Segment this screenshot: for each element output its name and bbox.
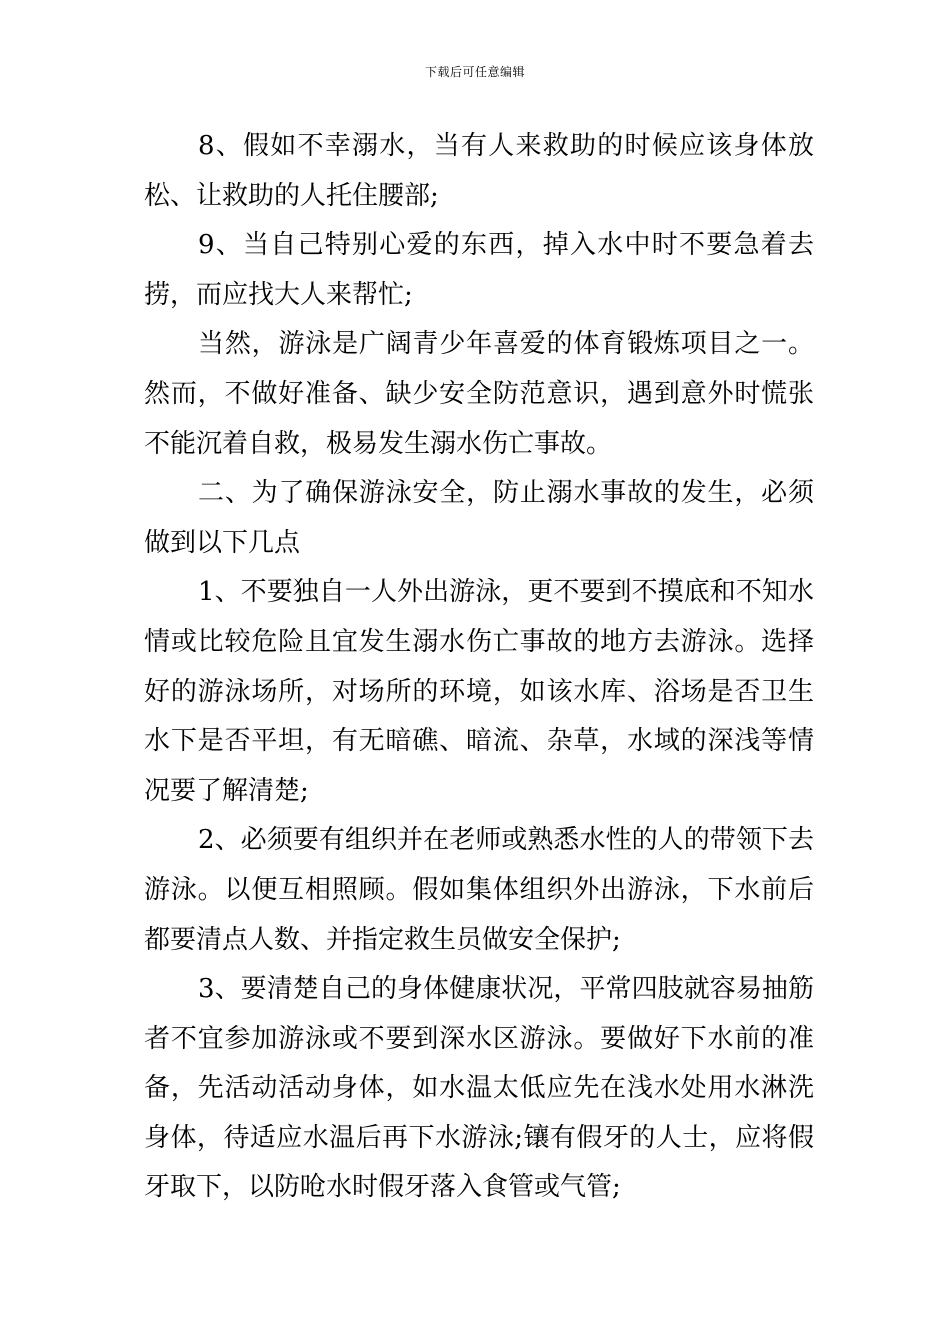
paragraph-item-2: 2、必须要有组织并在老师或熟悉水性的人的带领下去游泳。以便互相照顾。假如集体组织外出游泳，下水前后都要清点人数、并指定救生员做安全保护; (144, 825, 814, 955)
paragraph-item-1: 1、不要独自一人外出游泳，更不要到不摸底和不知水情或比较危险且宜发生溺水伤亡事故的地方去游泳。选择好的游泳场所，对场所的环境，如该水库、浴场是否卫生水下是否平坦，有无暗礁、暗流、杂草，水域的深浅等情况要了解清楚; (144, 577, 814, 806)
paragraph-item-3: 3、要清楚自己的身体健康状况，平常四肢就容易抽筋者不宜参加游泳或不要到深水区游泳。要做好下水前的准备，先活动活动身体，如水温太低应先在浅水处用水淋洗身体，待适应水温后再下水游泳;镶有假牙的人士，应将假牙取下，以防呛水时假牙落入食管或气管; (144, 974, 814, 1203)
section-heading-two: 二、为了确保游泳安全，防止溺水事故的发生，必须做到以下几点 (144, 478, 814, 558)
page-header: 下载后可任意编辑 (424, 65, 525, 79)
paragraph-item-9: 9、当自己特别心爱的东西，掉入水中时不要急着去捞，而应找大人来帮忙; (144, 230, 814, 310)
paragraph-item-8: 8、假如不幸溺水，当有人来救助的时候应该身体放松、让救助的人托住腰部; (144, 131, 814, 211)
body-text (144, 122, 814, 1213)
paragraph-summary: 当然，游泳是广阔青少年喜爱的体育锻炼项目之一。然而，不做好准备、缺少安全防范意识，遇到意外时慌张不能沉着自救，极易发生溺水伤亡事故。 (144, 329, 814, 459)
